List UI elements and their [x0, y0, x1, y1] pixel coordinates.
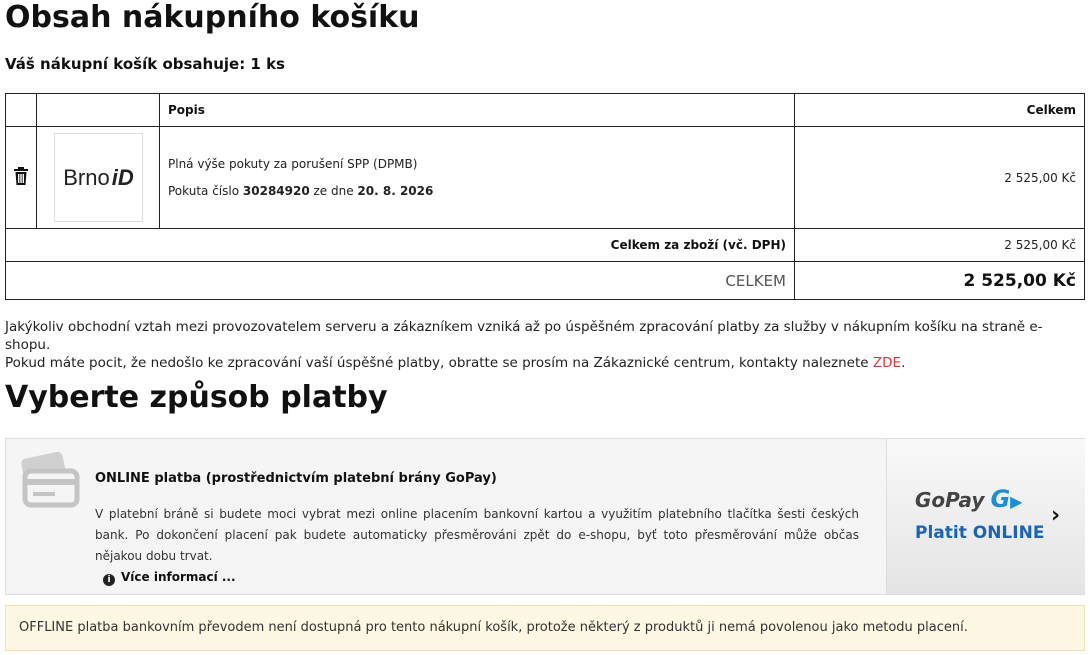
online-payment-description — [95, 504, 859, 588]
info-line-2 — [5, 354, 1087, 372]
grand-total-label: CELKEM — [6, 262, 795, 300]
cart-header-row — [6, 94, 1085, 127]
info-line-2-text: Pokud máte pocit, že nedošlo ke zpracování vaší úspěšné platby, obratte se prosím na Zákaznické centrum, kontakty naleznete — [5, 355, 873, 371]
online-payment-heading: ONLINE platba (prostřednictvím platební brány GoPay) — [95, 471, 497, 486]
offline-payment-notice: OFFLINE platba bankovním převodem není dostupná pro tento nákupní košík, protože některý z produktů ji nemá povolenou jako metodu placení. — [5, 605, 1085, 651]
info-line-2-end: . — [901, 355, 906, 371]
header-image-col — [37, 94, 160, 127]
fine-number: 30284920 — [242, 183, 310, 198]
gopay-mark: G — [990, 485, 1011, 513]
contact-link[interactable]: ZDE — [872, 355, 902, 371]
cart-count: Váš nákupní košík obsahuje: 1 ks — [5, 55, 285, 73]
subtotal-label: Celkem za zboží (vč. DPH) — [6, 229, 795, 262]
header-total: Celkem — [795, 94, 1085, 127]
pay-online-label: Platit ONLINE — [915, 523, 1045, 543]
more-info-link[interactable] — [103, 570, 236, 584]
fine-date: 20. 8. 2026 — [357, 183, 434, 198]
play-icon: ▶ — [1010, 492, 1023, 511]
info-icon: i — [103, 574, 115, 586]
header-description: Popis — [160, 94, 795, 127]
gopay-logo — [915, 485, 1022, 513]
delete-cell — [6, 127, 37, 229]
page-title: Obsah nákupního košíku — [5, 0, 420, 35]
fine-date-prefix: ze dne — [309, 183, 358, 198]
payment-section-title: Vyberte způsob platby — [5, 380, 388, 415]
brno-id-logo[interactable] — [54, 133, 143, 222]
product-price: 2 525,00 Kč — [795, 127, 1085, 229]
info-line-1: Jakýkoliv obchodní vztah mezi provozovatelem serveru a zákazníkem vzniká až po úspěšném zpracování platby za služby v nákupním košíku na straně e-shopu. — [5, 319, 1043, 353]
product-image-cell — [37, 127, 160, 229]
logo-text-brno: Brno — [63, 164, 110, 190]
table-row — [6, 127, 1085, 229]
fine-details — [168, 178, 786, 205]
online-payment-option[interactable] — [5, 438, 1085, 595]
product-name: Plná výše pokuty za porušení SPP (DPMB) — [168, 156, 418, 171]
grand-total-row — [6, 262, 1085, 300]
trash-icon[interactable] — [13, 167, 29, 188]
credit-card-icon — [19, 449, 81, 509]
header-delete-col — [6, 94, 37, 127]
subtotal-row — [6, 229, 1085, 262]
cart-table — [5, 93, 1085, 300]
online-payment-text: V platební bráně si budete moci vybrat mezi online placením bankovní kartou a využitím platebního tlačítka šesti českých bank. Po dokončení placení pak budete automaticky přesměrováni zpět do e-shopu, byť toto přesměrování může občas nějakou dobu trvat. — [95, 507, 859, 563]
logo-text-id: iD — [111, 164, 134, 190]
subtotal-value: 2 525,00 Kč — [795, 229, 1085, 262]
info-text — [5, 318, 1087, 372]
chevron-right-icon: › — [1051, 503, 1061, 528]
pay-online-button[interactable] — [886, 439, 1085, 594]
fine-prefix: Pokuta číslo — [168, 183, 243, 198]
product-description — [160, 127, 795, 229]
more-info-label: Více informací ... — [121, 570, 236, 584]
gopay-brand: GoPay — [915, 488, 985, 512]
grand-total-value: 2 525,00 Kč — [795, 262, 1085, 300]
